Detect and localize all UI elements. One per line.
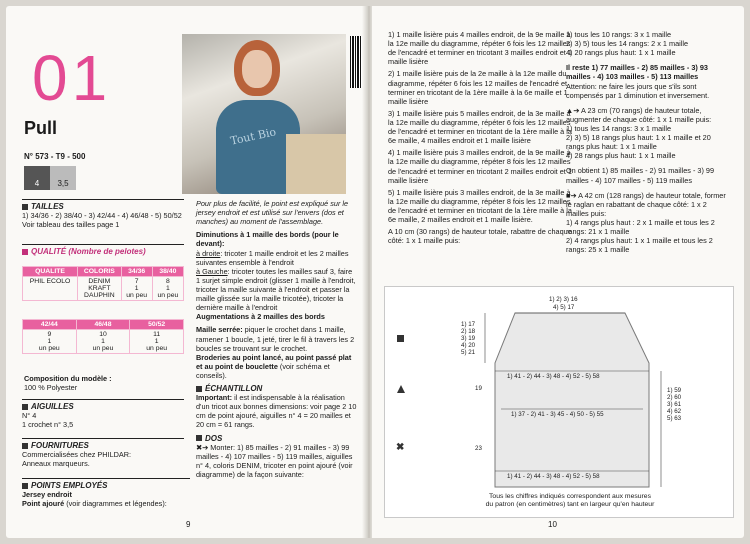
instr-b: 2) 3) 5) tous les 14 rangs: 2 x 1 maille — [566, 39, 689, 49]
size-instruction-3: 3) 1 maille lisière puis 5 mailles endroit, de la 3e maille à la 12e maille du diagramme, répéter 6 fois les 12 mailles de l'encadré et terminer en tricotant de la 1ère maille à la 6e maille, 4 mailles endroit et 1 maille lisière — [388, 108, 572, 146]
broderies-text: (voir schéma et conseils). — [196, 361, 330, 380]
echantillon-text: il est indispensable à la réalisation d'un tricot aux bonnes dimensions: voir page 2 10 cm de point ajouré, aiguilles n° 4 = 20 mailles et 20 cm = 61 rangs. — [196, 393, 357, 430]
points-heading: POINTS EMPLOYÉS — [31, 481, 108, 490]
diag-lu-3: 3) 19 — [461, 335, 476, 342]
dos-heading: DOS — [205, 433, 223, 443]
point-jersey: Jersey endroit — [22, 490, 72, 499]
cell-qty-2: 8 1 un peu — [152, 277, 183, 301]
instr-m: 2) 4 rangs plus haut: 1 x 1 maille et tous les 2 rangs: 25 x 1 maille — [566, 236, 713, 255]
pattern-shape — [385, 287, 735, 519]
th-qualite: QUALITE — [23, 267, 78, 277]
qualite-section — [22, 244, 184, 256]
qualite-table-2 — [22, 319, 184, 354]
broderies-title: Broderies au point lancé, au point passé plat et au point de bouclette — [196, 352, 352, 371]
diag-top-2: 4) 5) 17 — [553, 304, 575, 311]
composition-heading: Composition du modèle : — [24, 374, 112, 383]
model-face — [242, 50, 272, 88]
needle-icon — [24, 166, 50, 178]
dos-text: Monter: 1) 85 mailles - 2) 91 mailles - 3) 99 mailles - 4) 107 mailles - 5) 119 mailles, aiguilles n° 4, coloris DENIM, tricoter en point ajouré (voir diagramme) de la façon suivante: — [196, 442, 353, 479]
augmentations-title: Augmentations à 2 mailles des bords — [196, 312, 325, 322]
th-size-5: 50/52 — [130, 320, 184, 330]
echantillon-label: Important: — [196, 393, 233, 403]
th-coloris: COLORIS — [78, 267, 122, 277]
gauche-label: à Gauche — [196, 266, 228, 276]
instr-k: ■➔ A 42 cm (128 rangs) de hauteur totale, former le raglan en rabattant de chaque côté: 1 x 2 mailles puis: — [566, 190, 726, 218]
marker-triangle-icon — [397, 385, 405, 393]
diag-r-5: 5) 63 — [667, 415, 682, 422]
diag-mid-side: 19 — [475, 385, 482, 392]
instr-a: 1) tous les 10 rangs: 3 x 1 maille — [566, 30, 672, 39]
reference: N° 573 - T9 - 500 — [24, 152, 86, 161]
instructions-column: Pour plus de facilité, le point est expliqué sur le jersey endroit et est utilisé sur l'envers (dos et manches) au moment de l'assemblage. Diminutions à 1 maille des bords (pour le devant): à droite: tricoter 1 maille endroit et les 2 mailles suivantes ensemble à l'endroit à Gauche: tricoter toutes les mailles sauf 3, faire 1 surjet simple endroit (glisser 1 maille à l'endroit, tricoter la maille suivante à l'endroit et passer la maille glissée sur la maille tricotée), tricoter la dernière maille à l'endroit Augmentations à 2 mailles des bords Maille serrée: piquer le crochet dans 1 maille, ramener 1 boucle, 1 jeté, tirer le fil à travers les 2 boucles se trouvant sur le crochet. Broderies au point lancé, au point passé plat et au point de bouclette (voir schéma et conseils). ÉCHANTILLON Important: il est indispensable à la réalisation d'un tricot aux bonnes dimensions: voir page 2 10 cm de point ajouré, aiguilles n° 4 = 20 mailles et 20 cm = 61 rangs. DOS ✖➔ Monter: 1) 85 mailles - 2) 91 mailles - 3) 99 mailles - 4) 107 mailles - 5) 119 mailles, aiguilles n° 4, coloris DENIM, tricoter en point ajouré (voir diagramme) de la façon suivante: — [196, 199, 357, 479]
size-instruction-5: 5) 1 maille lisière puis 3 mailles endroit, de la 3e maille à la 12e maille du diagramme, répéter 8 fois les 12 mailles de l'encadré et terminer en tricotant de la 1ère maille à la 6e maille, 2 mailles endroit et 1 maille lisière. — [388, 187, 572, 225]
marker-square-icon — [397, 335, 404, 342]
gauche-text: : tricoter toutes les mailles sauf 3, faire 1 surjet simple endroit (glisser 1 maille à l'endroit, tricoter la maille suivante à l'endroit et passer la maille glissée sur la maille tricotée), tricoter la dernière maille à l'endroit — [196, 266, 356, 313]
intro-text: Pour plus de facilité, le point est expliqué sur le jersey endroit et est utilisé sur l'envers (dos et manches) au moment de l'assemblage. — [196, 199, 349, 227]
instr-e: Attention: ne faire les jours que s'ils sont compensés par 1 diminution et inversement. — [566, 81, 710, 100]
diag-right-values — [667, 387, 681, 422]
page-number-left: 9 — [186, 520, 191, 529]
rabattre-instruction: A 10 cm (30 rangs) de hauteur totale, rabattre de chaque côté: 1 x 1 maille puis: — [388, 227, 572, 246]
crochet-size: 3,5 — [50, 178, 76, 190]
page-number-right: 10 — [548, 520, 557, 529]
barcode — [350, 36, 362, 88]
cell-qty-4: 10 1 un peu — [76, 330, 130, 354]
qualite-table-1 — [22, 266, 184, 301]
diag-left-upper — [461, 321, 475, 356]
diag-lu-1: 1) 17 — [461, 321, 476, 328]
aiguilles-section — [22, 399, 184, 429]
instr-i: 4) 28 rangs plus haut: 1 x 1 maille — [566, 151, 676, 161]
tailles-section — [22, 199, 184, 229]
composition — [24, 374, 184, 392]
aiguilles-heading: AIGUILLES — [31, 402, 74, 411]
diag-low-side: 23 — [475, 445, 482, 452]
diag-r-3: 3) 61 — [667, 401, 682, 408]
instr-f: ▲➔ A 23 cm (70 rangs) de hauteur totale, augmenter de chaque côté: 1 x 1 maille puis: — [566, 105, 712, 124]
diag-r-1: 1) 59 — [667, 387, 682, 394]
diag-top-1: 1) 2) 3) 16 — [549, 296, 578, 303]
tailles-sizes: 1) 34/36 - 2) 38/40 - 3) 42/44 - 4) 46/48 - 5) 50/52 — [22, 211, 182, 220]
composition-text: 100 % Polyester — [24, 383, 78, 393]
th-size-3: 42/44 — [23, 320, 77, 330]
instr-g: 1) tous les 14 rangs: 3 x 1 maille — [566, 123, 672, 133]
aiguilles-line-2: 1 crochet n° 3,5 — [22, 420, 74, 430]
echantillon-heading: ÉCHANTILLON — [205, 384, 263, 394]
fournitures-heading: FOURNITURES — [31, 441, 89, 450]
size-instruction-2: 2) 1 maille lisière puis de la 2e maille à la 12e maille du diagramme, répéter 6 fois les 12 mailles de l'encadré et terminer en tricotant de la 1ère maille à la 6e maille et 1 maille lisière — [388, 69, 568, 106]
instr-c: 4) 20 rangs plus haut: 1 x 1 maille — [566, 48, 676, 58]
model-photo — [182, 34, 346, 194]
fournitures-section — [22, 438, 184, 468]
marker-cross-icon: ✖ — [396, 442, 405, 453]
diag-r-2: 2) 60 — [667, 394, 682, 401]
th-size-2: 38/40 — [152, 267, 183, 277]
maille-serree-text: piquer le crochet dans 1 maille, ramener 1 boucle, 1 jeté, tirer le fil à travers les 2 boucles se trouvant sur le crochet. — [196, 325, 355, 353]
droite-label: à droite — [196, 248, 221, 258]
droite-text: : tricoter 1 maille endroit et les 2 mailles suivantes ensemble à l'endroit — [196, 248, 349, 267]
diag-width-mid: 1) 37 - 2) 41 - 3) 45 - 4) 50 - 5) 55 — [511, 411, 604, 418]
fournitures-line-1: Commercialisées chez PHILDAR: — [22, 450, 132, 459]
schematic-diagram — [384, 286, 734, 518]
shirt-embroidery: Tout Bio — [229, 125, 278, 148]
maille-serree-label: Maille serrée: — [196, 325, 243, 335]
point-ajoure-note: (voir diagrammes et légendes): — [64, 499, 167, 509]
right-column-2 — [566, 30, 730, 254]
crochet-icon — [50, 166, 76, 178]
pattern-title: Pull — [24, 118, 58, 138]
diag-lu-5: 5) 21 — [461, 349, 476, 356]
instr-d: Il reste 1) 77 mailles - 2) 85 mailles - 3) 93 mailles - 4) 103 mailles - 5) 113 mailles — [566, 63, 708, 82]
right-page — [372, 6, 744, 538]
qualite-heading: QUALITÉ (Nombre de pelotes) — [31, 247, 146, 256]
instr-h: 2) 3) 5) 18 rangs plus haut: 1 x 1 maille et 20 rangs plus haut: 1 x 1 maille — [566, 133, 711, 152]
diag-caption: Tous les chiffres indiqués correspondent aux mesures du patron (en centimètres) tant en largeur qu'en hauteur — [485, 493, 655, 509]
right-column-1 — [388, 30, 572, 245]
diag-width-low: 1) 41 - 2) 44 - 3) 48 - 4) 52 - 5) 58 — [507, 473, 600, 480]
instr-l: 1) 4 rangs plus haut : 2 x 1 maille et tous les 2 rangs: 21 x 1 maille — [566, 217, 715, 237]
left-page — [6, 6, 366, 538]
aiguilles-line-1: N° 4 — [22, 411, 37, 420]
size-instruction-1: 1) 1 maille lisière puis 4 mailles endroit, de la 9e maille à la 12e maille du diagramme, répéter 6 fois les 12 mailles de l'encadré et terminer en tricotant 3 mailles endroit et 1 maille lisière — [388, 30, 572, 67]
needle-size: 4 — [24, 178, 50, 190]
cell-qty-1: 7 1 un peu — [121, 277, 152, 301]
diag-width-upper: 1) 41 - 2) 44 - 3) 48 - 4) 52 - 5) 58 — [507, 373, 600, 380]
th-size-4: 46/48 — [76, 320, 130, 330]
diag-lu-4: 4) 20 — [461, 342, 476, 349]
th-size-1: 34/36 — [121, 267, 152, 277]
diag-r-4: 4) 62 — [667, 408, 682, 415]
tailles-heading: TAILLES — [31, 202, 64, 211]
points-section — [22, 478, 190, 508]
cell-qty-3: 9 1 un peu — [23, 330, 77, 354]
diminutions-title: Diminutions à 1 maille des bords (pour le devant): — [196, 230, 339, 249]
tailles-note: Voir tableau des tailles page 1 — [22, 220, 120, 230]
fournitures-line-2: Anneaux marqueurs. — [22, 459, 90, 469]
pattern-number: 01 — [32, 42, 112, 114]
diag-lu-2: 2) 18 — [461, 328, 476, 335]
cell-colors: DENIM KRAFT DAUPHIN — [78, 277, 122, 301]
instr-j: On obtient 1) 85 mailles - 2) 91 mailles - 3) 99 mailles - 4) 107 mailles - 5) 119 mailles — [566, 166, 715, 185]
stool — [286, 134, 346, 194]
cell-qty-5: 11 1 un peu — [130, 330, 184, 354]
cell-quality: PHIL ECOLO — [23, 277, 78, 301]
point-ajoure: Point ajouré — [22, 499, 65, 509]
size-instruction-4: 4) 1 maille lisière puis 3 mailles endroit, de la 9e maille à la 12e maille du diagramme, répéter 8 fois les 12 mailles de l'encadré et terminer en tricotant 2 mailles endroit et 1 maille lisière — [388, 148, 572, 185]
needle-sizes — [24, 166, 76, 192]
